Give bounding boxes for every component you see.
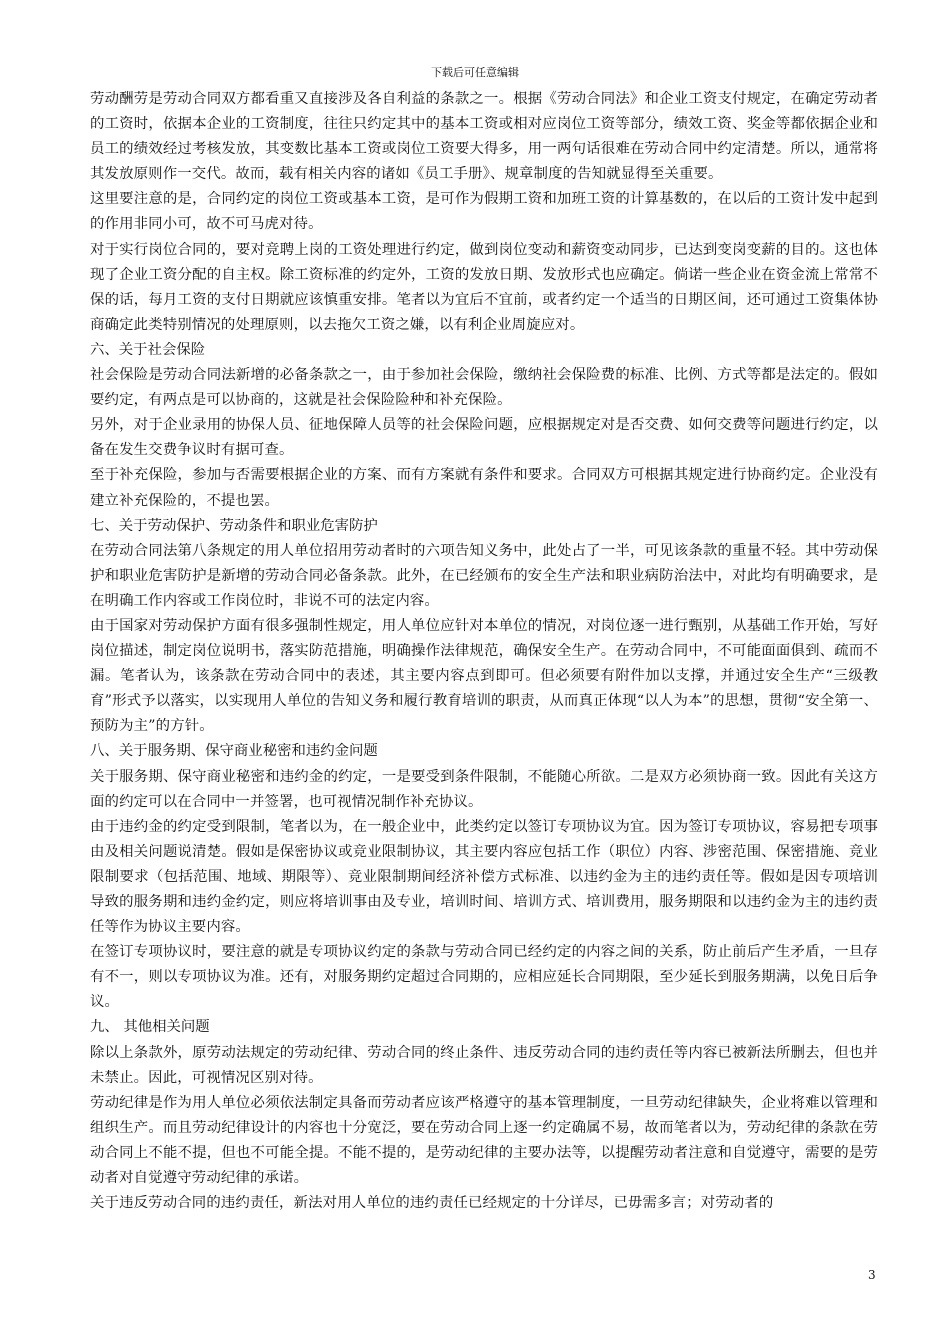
paragraph-safety-rules: 由于国家对劳动保护方面有很多强制性规定，用人单位应针对本单位的情况，对岗位逐一进行甄别，从基础工作开始，写好岗位描述，制定岗位说明书，落实防范措施，明确操作法律规范，确保安全生产。在劳动合同中，不可能面面俱到、疏而不漏。笔者认为，该条款在劳动合同中的表述，其主要内容点到即可。但必须要有附件加以支撑，并通过安全生产“三级教育”形式予以落实，以实现用人单位的告知义务和履行教育培训的职责，从而真正体现“以人为本”的思想，贯彻“安全第一、预防为主”的方针。 <box>90 617 878 735</box>
paragraph-special-agreement: 在签订专项协议时，要注意的就是专项协议约定的条款与劳动合同已经约定的内容之间的关系，防止前后产生矛盾，一旦存有不一，则以专项协议为准。还有，对服务期约定超过合同期的，应相应延长合同期限，至少延长到服务期满，以免日后争议。 <box>90 944 878 1011</box>
paragraph-wages: 劳动酬劳是劳动合同双方都看重又直接涉及各自利益的条款之一。根据《劳动合同法》和企业工资支付规定，在确定劳动者的工资时，依据本企业的工资制度，往往只约定其中的基本工资或相对应岗位工资等部分，绩效工资、奖金等都依据企业和员工的绩效经过考核发放，其变数比基本工资或岗位工资要大得多，用一两句话很难在劳动合同中约定清楚。所以，通常将其发放原则作一交代。故而，载有相关内容的诸如《员工手册》、规章制度的告知就显得至关重要。 <box>90 91 878 183</box>
paragraph-labor-discipline: 劳动纪律是作为用人单位必须依法制定具备而劳动者应该严格遵守的基本管理制度，一旦劳动纪律缺失，企业将难以管理和组织生产。而且劳动纪律设计的内容也十分宽泛，要在劳动合同上逐一约定确属不易，故而笔者以为，劳动纪律的条款在劳动合同上不能不提，但也不可能全提。不能不提的，是劳动纪律的主要办法等，以提醒劳动者注意和自觉遵守，需要的是劳动者对自觉遵守劳动纪律的承诺。 <box>90 1094 878 1187</box>
paragraph-penalty-agreement: 由于违约金的约定受到限制，笔者以为，在一般企业中，此类约定以签订专项协议为宜。因为签订专项协议，容易把专项事由及相关问题说清楚。假如是保密协议或竞业限制协议，其主要内容应包括工作（职位）内容、涉密范围、保密措施、竞业限制要求（包括范围、地域、期限等）、竞业限制期间经济补偿方式标准、以违约金为主的违约责任等。假如是因专项培训导致的服务期和违约金约定，则应将培训事由及专业，培训时间、培训方式、培训费用，服务期限和以违约金为主的违约责任等作为协议主要内容。 <box>90 818 878 936</box>
paragraph-position-contract: 对于实行岗位合同的，要对竞聘上岗的工资处理进行约定，做到岗位变动和薪资变动同步，已达到变岗变薪的目的。这也体现了企业工资分配的自主权。除工资标准的约定外，工资的发放日期、发放形式也应确定。倘诺一些企业在资金流上常常不保的话，每月工资的支付日期就应该慎重安排。笔者以为宜后不宜前，或者约定一个适当的日期区间，还可通过工资集体协商确定此类特别情况的处理原则，以去拖欠工资之嫌，以有利企业周旋应对。 <box>90 241 878 333</box>
paragraph-breach-liability: 关于违反劳动合同的违约责任，新法对用人单位的违约责任已经规定的十分详尽，已毋需多言；对劳动者的 <box>90 1195 774 1212</box>
paragraph-notification-duty: 在劳动合同法第八条规定的用人单位招用劳动者时的六项告知义务中，此处占了一半，可见该条款的重量不轻。其中劳动保护和职业危害防护是新增的劳动合同必备条款。此外，在已经颁布的安全生产法和职业病防治法中，对此均有明确要求，是在明确工作内容或工作岗位时，非说不可的法定内容。 <box>90 542 878 609</box>
section-heading-other-issues: 九、 其他相关问题 <box>90 1019 210 1036</box>
section-heading-labor-protection: 七、关于劳动保护、劳动条件和职业危害防护 <box>90 517 378 534</box>
page-number: 3 <box>868 1268 876 1282</box>
page-header: 下载后可任意编辑 <box>431 66 519 79</box>
paragraph-supplementary-insurance: 至于补充保险，参加与否需要根据企业的方案、而有方案就有条件和要求。合同双方可根据其规定进行协商约定。企业没有建立补充保险的，不提也罢。 <box>90 467 878 509</box>
paragraph-social-insurance-other: 另外，对于企业录用的协保人员、征地保障人员等的社会保险问题，应根据规定对是否交费、如何交费等问题进行约定，以备在发生交费争议时有据可查。 <box>90 417 878 459</box>
document-body <box>90 87 878 1216</box>
section-heading-social-insurance: 六、关于社会保险 <box>90 341 206 358</box>
paragraph-service-period: 关于服务期、保守商业秘密和违约金的约定，一是要受到条件限制，不能随心所欲。二是双方必须协商一致。因此有关这方面的约定可以在合同中一并签署，也可视情况制作补充协议。 <box>90 768 878 810</box>
paragraph-social-insurance: 社会保险是劳动合同法新增的必备条款之一，由于参加社会保险，缴纳社会保险费的标准、比例、方式等都是法定的。假如要约定，有两点是可以协商的，这就是社会保险险种和补充保险。 <box>90 367 878 409</box>
paragraph-other-clauses: 除以上条款外，原劳动法规定的劳动纪律、劳动合同的终止条件、违反劳动合同的违约责任等内容已被新法所删去，但也并未禁止。因此，可视情况区别对待。 <box>90 1044 878 1086</box>
section-heading-service-period: 八、关于服务期、保守商业秘密和违约金问题 <box>90 743 378 760</box>
paragraph-wage-base: 这里要注意的是，合同约定的岗位工资或基本工资，是可作为假期工资和加班工资的计算基数的，在以后的工资计发中起到的作用非同小可，故不可马虎对待。 <box>90 191 878 233</box>
